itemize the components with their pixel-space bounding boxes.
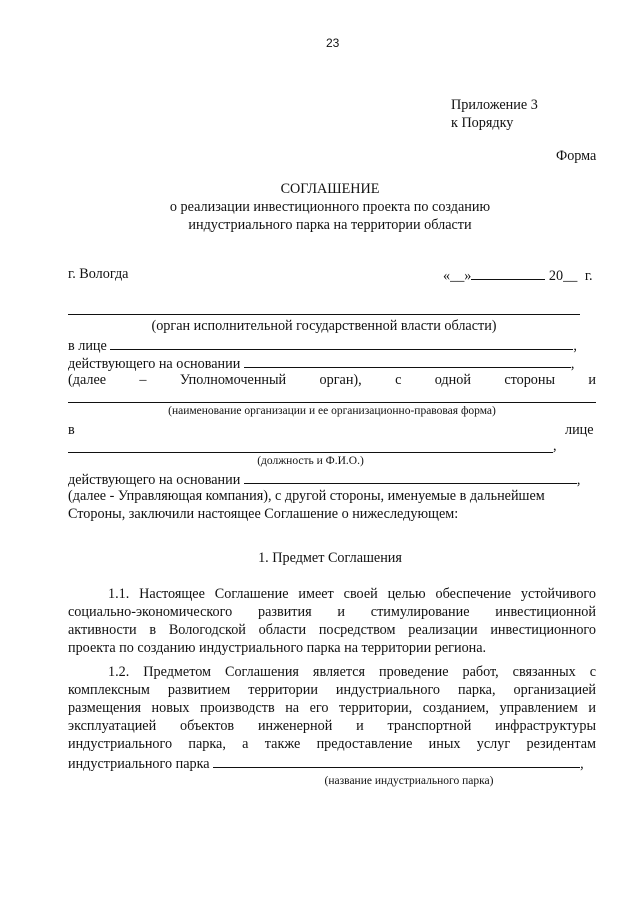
party2-acting-label: действующего на основании <box>68 472 241 488</box>
clause-1-1-line: активности в Вологодской области посредством реализации инвестиционного <box>68 622 596 638</box>
title-line-2: о реализации инвестиционного проекта по созданию <box>169 199 491 215</box>
party2-person-line <box>68 452 553 453</box>
date-day-blank: __ <box>450 268 465 284</box>
party2-further-line: (далее - Управляющая компания), с другой стороны, именуемые в дальнейшем <box>68 488 545 504</box>
party2-acting-comma: , <box>576 472 581 488</box>
further-word: стороны <box>504 372 556 388</box>
further-word: Уполномоченный <box>179 372 287 388</box>
park-name-comma: , <box>580 756 584 772</box>
party1-in-person-comma: , <box>573 338 577 354</box>
document-title: СОГЛАШЕНИЕ <box>280 181 380 197</box>
date-year-blank: __ <box>563 268 578 284</box>
clause-1-1-line: 1.1. Настоящее Соглашение имеет своей целью обеспечение устойчивого <box>108 586 596 602</box>
section-1-heading: 1. Предмет Соглашения <box>258 550 402 566</box>
clause-1-1-line: проекта по созданию индустриального парка на территории региона. <box>68 640 487 656</box>
further-word: одной <box>434 372 471 388</box>
place-of-signing: г. Вологда <box>68 266 129 282</box>
date-line <box>443 265 593 285</box>
date-open-quote: « <box>443 268 451 284</box>
title-line-3: индустриального парка на территории области <box>188 217 472 233</box>
form-label: Форма <box>556 148 597 164</box>
party1-in-person-blank <box>110 335 573 350</box>
party1-name-line <box>68 314 580 315</box>
party2-acting-blank <box>244 469 577 484</box>
park-name-caption: (название индустриального парка) <box>324 775 494 787</box>
further-word: (далее <box>68 372 107 388</box>
clause-1-2-line: индустриального парка, а также предоставление иных услуг резидентам <box>68 736 596 752</box>
further-word: – <box>139 372 147 388</box>
party2-person-comma: , <box>553 438 557 454</box>
party1-acting-comma: , <box>570 356 575 372</box>
clause-1-2-line: размещения новых производств на его территории, созданием, управлением и <box>68 700 596 716</box>
party2-parties-line: Стороны, заключили настоящее Соглашение о нижеследующем: <box>68 506 459 522</box>
party2-v-label: в <box>68 422 75 438</box>
party1-caption: (орган исполнительной государственной власти области) <box>151 318 497 334</box>
party2-org-caption: (наименование организации и ее организационно-правовая форма) <box>168 405 496 417</box>
party2-acting-row <box>68 469 580 489</box>
further-word: с <box>395 372 402 388</box>
clause-1-2-line: комплексным развитием территории индустриального парка, организацией <box>68 682 596 698</box>
party2-person-caption: (должность и Ф.И.О.) <box>257 455 364 467</box>
party1-acting-label: действующего на основании <box>68 356 241 372</box>
date-year-prefix: 20 <box>548 268 564 284</box>
party1-in-person-row <box>68 335 577 355</box>
park-name-blank <box>213 753 580 768</box>
party1-further-row <box>68 371 596 389</box>
date-suffix: г. <box>584 268 593 284</box>
party1-acting-blank <box>244 353 571 368</box>
party2-litse-label: лице <box>565 422 594 438</box>
further-word: орган), <box>319 372 362 388</box>
further-word: и <box>588 372 596 388</box>
clause-1-2-line: 1.2. Предметом Соглашения является проведение работ, связанных с <box>108 664 596 680</box>
appendix-line-2: к Порядку <box>451 115 514 131</box>
page-number: 23 <box>326 36 340 50</box>
date-month-blank <box>471 265 545 280</box>
party1-acting-row <box>68 353 574 373</box>
park-name-row <box>68 753 584 773</box>
park-name-prefix: индустриального парка <box>68 756 210 772</box>
party2-name-line <box>68 402 596 403</box>
appendix-line-1: Приложение 3 <box>451 97 538 113</box>
clause-1-1-line: социально-экономического развития и стимулирование инвестиционной <box>68 604 596 620</box>
party1-in-person-label: в лице <box>68 338 107 354</box>
clause-1-2-line: эксплуатацией объектов инженерной и транспортной инфраструктуры <box>68 718 596 734</box>
date-close-quote: » <box>464 268 472 284</box>
